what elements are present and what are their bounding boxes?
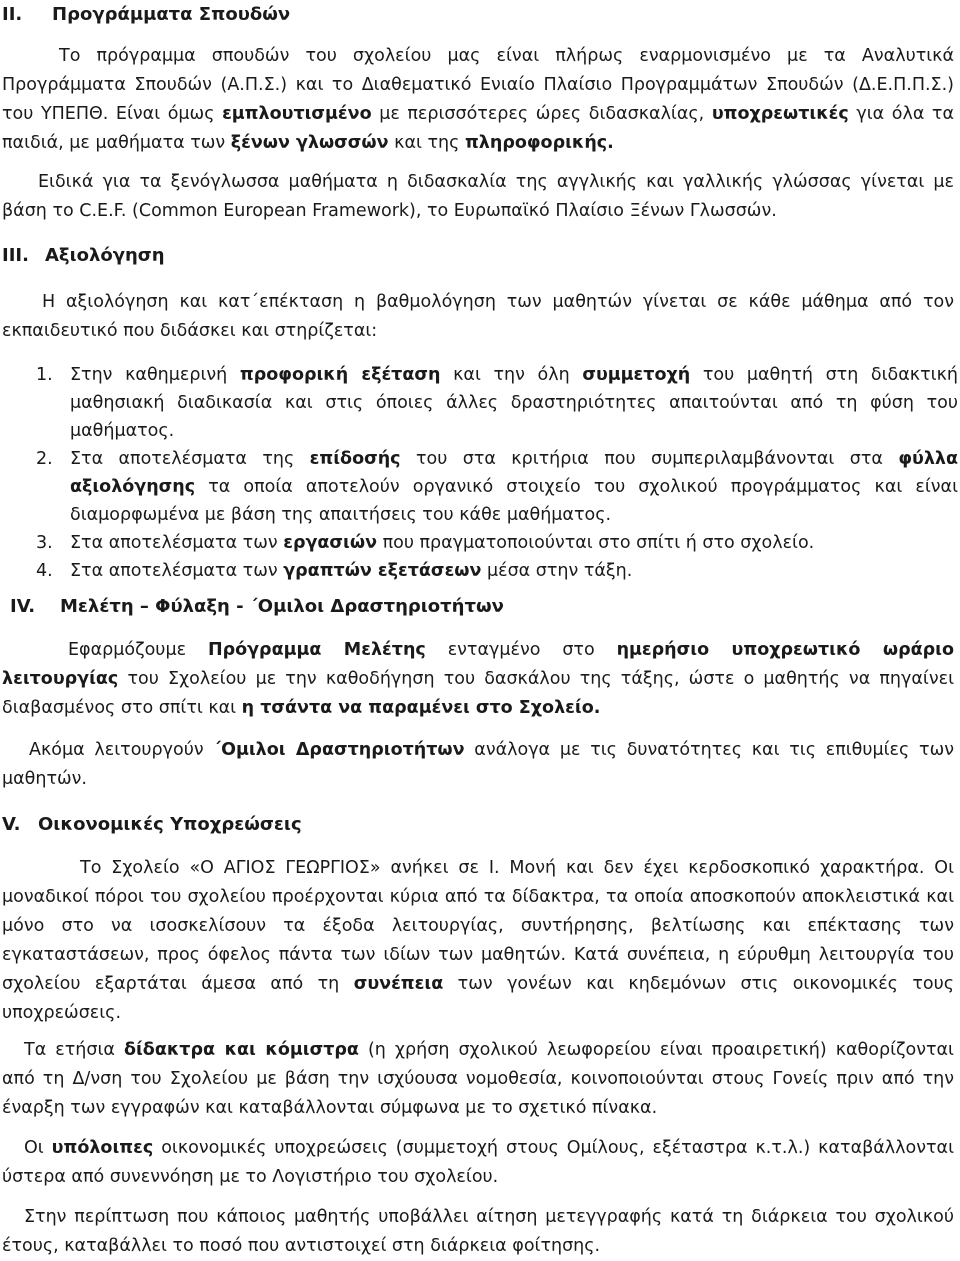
paragraph-activity-clubs: Ακόμα λειτουργούν ΄Ομιλοι Δραστηριοτήτων ανάλογα με τις δυνατότητες και τις επιθυμίες των μαθητών. <box>2 740 955 789</box>
section-title: Οικονομικές Υποχρεώσεις <box>38 814 302 835</box>
paragraph-school-funding: Το Σχολείο «Ο ΑΓΙΟΣ ΓΕΩΡΓΙΟΣ» ανήκει σε Ι. Μονή και δεν έχει κερδοσκοπικό χαρακτήρα. Οι μοναδικοί πόροι του σχολείου προέρχονται κύρια από τα δίδακτρα, τα οποία αποσκοπούν αποκλειστικά και μόνο στο να ισοσκελίσουν τα έξοδα λειτουργίας, συντήρησης, βελτίωσης και επέκτασης των εγκαταστάσεων, προς όφελος πάντα των ιδίων των μαθητών. Κατά συνέπεια, η εύρυθμη λειτουργία του σχολείου εξαρτάται άμεσα από τη συνέπεια των γονέων και κηδεμόνων στις οικονομικές τους υποχρεώσεις. <box>2 858 954 1023</box>
paragraph-foreign-languages: Ειδικά για τα ξενόγλωσσα μαθήματα η διδασκαλία της αγγλικής και γαλλικής γλώσσας γίνεται με βάση το C.E.F. (Common European Framework), το Ευρωπαϊκό Πλαίσιο Ξένων Γλωσσών. <box>2 172 954 221</box>
section-heading-study <box>2 594 504 620</box>
paragraph-curriculum: Το πρόγραμμα σπουδών του σχολείου μας είναι πλήρως εναρμονισμένο με τα Αναλυτικά Προγράμματα Σπουδών (Α.Π.Σ.) και το Διαθεματικό Ενιαίο Πλαίσιο Προγραμμάτων Σπουδών (Δ.Ε.Π.Π.Σ.) του ΥΠΕΠΘ. Είναι όμως εμπλουτισμένο με περισσότερες ώρες διδασκαλίας, υποχρεωτικές για όλα τα παιδιά, με μαθήματα των ξένων γλωσσών και της πληροφορικής. <box>2 46 955 153</box>
list-item: 1. Στην καθημερινή προφορική εξέταση και την όλη συμμετοχή του μαθητή στη διδακτική μαθησιακή διαδικασία και στις όποιες άλλες δραστηριότητες απαιτούνται από τη φύση του μαθήματος. <box>0 361 958 445</box>
section-number: IV. <box>10 596 36 617</box>
list-item: 3. Στα αποτελέσματα των εργασιών που πραγματοποιούνται στο σπίτι ή στο σχολείο. <box>0 529 958 557</box>
paragraph-study-program: Εφαρμόζουμε Πρόγραμμα Μελέτης ενταγμένο στο ημερήσιο υποχρεωτικό ωράριο λειτουργίας του Σχολείου με την καθοδήγηση του δασκάλου της τάξης, ώστε ο μαθητής να πηγαίνει διαβασμένος στο σπίτι και η τσάντα να παραμένει στο Σχολείο. <box>2 640 954 718</box>
paragraph-transfer: Στην περίπτωση που κάποιος μαθητής υποβάλλει αίτηση μετεγγραφής κατά τη διάρκεια του σχολικού έτους, καταβάλλει το ποσό που αντιστοιχεί στη διάρκεια φοίτησης. <box>2 1207 954 1256</box>
section-heading-financial <box>2 812 302 838</box>
section-number: III. <box>2 245 29 266</box>
list-marker: 2. <box>36 449 53 469</box>
list-marker: 1. <box>36 365 53 385</box>
paragraph-evaluation-intro: Η αξιολόγηση και κατ΄επέκταση η βαθμολόγηση των μαθητών γίνεται σε κάθε μάθημα από τον εκπαιδευτικό που διδάσκει και στηρίζεται: <box>2 292 954 341</box>
paragraph-other-obligations: Οι υπόλοιπες οικονομικές υποχρεώσεις (συμμετοχή στους Ομίλους, εξέταστρα κ.τ.λ.) καταβάλλονται ύστερα από συνεννόηση με το Λογιστήριο του σχολείου. <box>2 1138 954 1187</box>
section-title: Αξιολόγηση <box>45 245 165 266</box>
section-title: Προγράμματα Σπουδών <box>52 4 291 25</box>
section-heading-programs <box>2 2 290 28</box>
section-number: II. <box>2 4 23 25</box>
list-item: 4. Στα αποτελέσματα των γραπτών εξετάσεων μέσα στην τάξη. <box>0 557 958 585</box>
section-title: Μελέτη – Φύλαξη - ΄Ομιλοι Δραστηριοτήτων <box>60 596 504 617</box>
section-number: V. <box>2 814 21 835</box>
section-heading-evaluation <box>2 243 165 269</box>
evaluation-criteria-list <box>0 361 958 585</box>
paragraph-tuition-fees: Τα ετήσια δίδακτρα και κόμιστρα (η χρήση σχολικού λεωφορείου είναι προαιρετική) καθορίζονται από τη Δ/νση του Σχολείου με βάση την ισχύουσα νομοθεσία, κοινοποιούνται στους Γονείς πριν από την έναρξη των εγγραφών και καταβάλλονται σύμφωνα με το σχετικό πίνακα. <box>2 1040 954 1118</box>
list-item: 2. Στα αποτελέσματα της επίδοσής του στα κριτήρια που συμπεριλαμβάνονται στα φύλλα αξιολόγησης τα οποία αποτελούν οργανικό στοιχείο του σχολικού προγράμματος και είναι διαμορφωμένα με βάση της απαιτήσεις του κάθε μαθήματος. <box>0 445 958 529</box>
list-marker: 3. <box>36 533 53 553</box>
list-marker: 4. <box>36 561 53 581</box>
